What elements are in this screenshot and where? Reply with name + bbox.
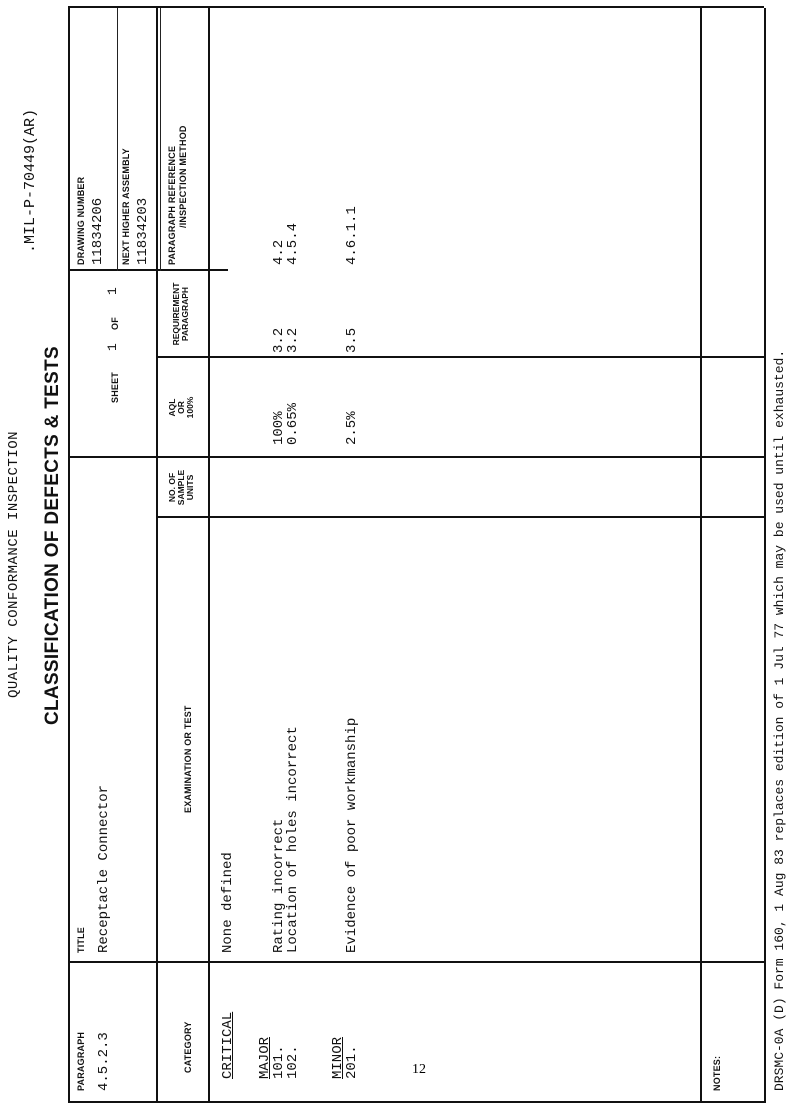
exam-divider [156,516,764,518]
spec-number: .MIL-P-70449(AR) [22,108,39,253]
page-number: 12 [412,1062,426,1077]
sheet-label: SHEET [110,371,120,403]
title-value: Receptacle Connector [96,784,112,953]
paragraph-value: 4.5.2.3 [96,1032,112,1091]
category-divider [156,961,764,963]
minor-item-201: 201. [344,1045,360,1079]
major-category: MAJOR [257,1036,273,1079]
paragraph-divider [68,961,156,963]
major-102-text: Location of holes incorrect [285,726,301,953]
assembly-divider [160,8,161,271]
title-label: TITLE [76,927,86,953]
sheet-of-label: OF [110,317,120,330]
major-101-req: 3.2 [271,327,287,353]
notes-divider [700,8,702,1103]
page-heading: QUALITY CONFORMANCE INSPECTION [6,430,22,698]
drawing-divider [117,8,118,271]
column-header-bottom-line [208,8,210,1103]
table-right-border [68,6,764,8]
minor-201-ref: 4.6.1.1 [344,206,360,265]
next-assembly-value: 11834203 [135,197,151,265]
sheet-total: 1 [105,287,120,295]
form-footer: DRSMC-0A (D) Form 160, 1 Aug 83 replaces edition of 1 Jul 77 which may be used until exhausted. [772,349,787,1091]
paragraph-label: PARAGRAPH [76,1031,86,1091]
header-bottom-line [156,8,158,1103]
minor-201-text: Evidence of poor workmanship [344,717,360,953]
category-header: CATEGORY [183,1021,193,1073]
sample-divider [156,456,764,458]
table-top-border [68,8,70,1103]
major-item-101: 101. [271,1045,287,1079]
sample-units-header: NO. OF SAMPLE UNITS [167,469,195,506]
major-101-ref: 4.2 [271,239,287,265]
aql-header: AQL OR 100% [167,396,195,419]
sheet-divider [68,269,228,271]
title-divider [68,456,156,458]
minor-201-aql: 2.5% [344,411,360,445]
minor-category: MINOR [330,1036,346,1079]
table-bottom-border [764,8,766,1103]
major-102-req: 3.2 [285,327,301,353]
reference-header-line1: PARAGRAPH REFERENCE [167,145,177,265]
form-title: CLASSIFICATION OF DEFECTS & TESTS [42,346,63,725]
critical-text: None defined [220,852,236,953]
requirement-header: REQUIREMENT PARAGRAPH [171,282,190,346]
next-assembly-label: NEXT HIGHER ASSEMBLY [121,148,131,265]
aql-divider [156,356,764,358]
notes-label: NOTES: [712,1055,722,1091]
drawing-number-value: 11834206 [90,197,106,265]
drawing-number-label: DRAWING NUMBER [76,176,86,265]
exam-header: EXAMINATION OR TEST [183,705,193,813]
major-102-ref: 4.5.4 [285,222,301,265]
major-101-aql: 100% [271,411,287,445]
major-101-text: Rating incorrect [271,818,287,953]
major-item-102: 102. [285,1045,301,1079]
reference-header-line2: /INSPECTION METHOD [178,125,188,228]
critical-category: CRITICAL [220,1011,236,1079]
sheet-number: 1 [105,343,120,351]
minor-201-req: 3.5 [344,327,360,353]
major-102-aql: 0.65% [285,402,301,445]
